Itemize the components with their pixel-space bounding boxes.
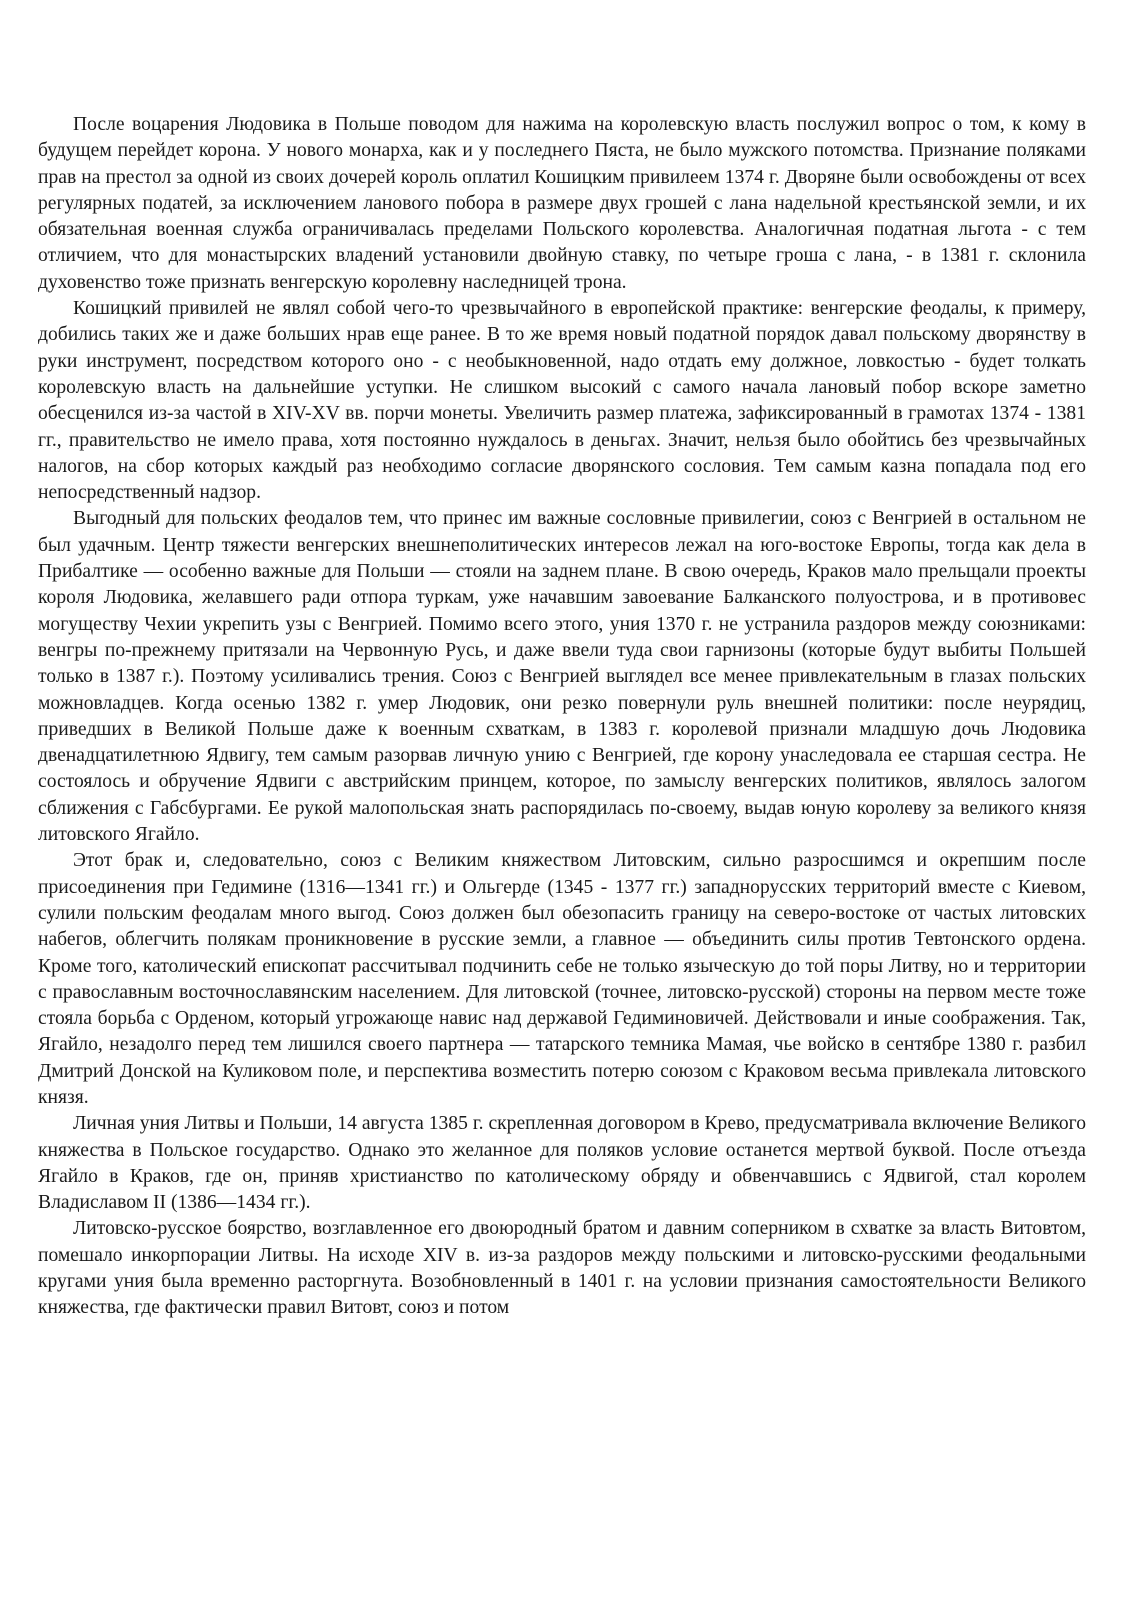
paragraph-4: Этот брак и, следовательно, союз с Великим княжеством Литовским, сильно разросшимся и окрепшим после присоединения при Гедимине (1316—1341 гг.) и Ольгерде (1345 - 1377 гг.) западнорусских территорий вместе с Киевом, сулили польским феодалам много выгод. Союз должен был обезопасить границу на северо-востоке от частых литовских набегов, облегчить полякам проникновение в русские земли, а главное — объединить силы против Тевтонского ордена. Кроме того, католический епископат рассчитывал подчинить себе не только языческую до той поры Литву, но и территории с православным восточнославянским населением. Для литовской (точнее, литовско-русской) стороны на первом месте тоже стояла борьба с Орденом, который угрожающе навис над державой Гедиминовичей. Действовали и иные соображения. Так, Ягайло, незадолго перед тем лишился своего партнера — татарского темника Мамая, чье войско в сентябре 1380 г. разбил Дмитрий Донской на Куликовом поле, и перспектива возместить потерю союзом с Краковом весьма привлекала литовского князя. [38, 850, 1086, 1108]
paragraph-6: Литовско-русское боярство, возглавленное его двоюродный братом и давним соперником в схватке за власть Витовтом, помешало инкорпорации Литвы. На исходе XIV в. из-за раздоров между польскими и литовско-русскими феодальными кругами уния была временно расторгнута. Возобновленный в 1401 г. на условии признания самостоятельности Великого княжества, где фактически правил Витовт, союз и потом [38, 1218, 1086, 1319]
paragraph-1: После воцарения Людовика в Польше поводом для нажима на королевскую власть послужил вопрос о том, к кому в будущем перейдет корона. У нового монарха, как и у последнего Пяста, не было мужского потомства. Признание поляками прав на престол за одной из своих дочерей король оплатил Кошицким привилеем 1374 г. Дворяне были освобождены от всех регулярных податей, за исключением ланового побора в размере двух грошей с лана надельной крестьянской земли, и их обязательная военная служба ограничивалась пределами Польского королевства. Аналогичная податная льгота - с тем отличием, что для монастырских владений установили двойную ставку, по четыре гроша с лана, - в 1381 г. склонила духовенство тоже признать венгерскую королевну наследницей трона. [38, 114, 1086, 293]
paragraph-5: Личная уния Литвы и Польши, 14 августа 1385 г. скрепленная договором в Крево, предусматривала включение Великого княжества в Польское государство. Однако это желанное для поляков условие останется мертвой буквой. После отъезда Ягайло в Краков, где он, приняв христианство по католическому обряду и обвенчавшись с Ядвигой, стал королем Владиславом II (1386—1434 гг.). [38, 1113, 1086, 1214]
paragraph-2: Кошицкий привилей не являл собой чего-то чрезвычайного в европейской практике: венгерские феодалы, к примеру, добились таких же и даже больших нрав еще ранее. В то же время новый податной порядок давал польскому дворянству в руки инструмент, посредством которого оно - с необыкновенной, надо отдать ему должное, ловкостью - будет толкать королевскую власть на дальнейшие уступки. Не слишком высокий с самого начала лановый побор вскоре заметно обесценился из-за частой в XIV-XV вв. порчи монеты. Увеличить размер платежа, зафиксированный в грамотах 1374 - 1381 гг., правительство не имело права, хотя постоянно нуждалось в деньгах. Значит, нельзя было обойтись без чрезвычайных налогов, на сбор которых каждый раз необходимо согласие дворянского сословия. Тем самым казна попадала под его непосредственный надзор. [38, 298, 1086, 504]
document-page [38, 112, 1086, 1322]
paragraph-3: Выгодный для польских феодалов тем, что принес им важные сословные привилегии, союз с Венгрией в остальном не был удачным. Центр тяжести венгерских внешнеполитических интересов лежал на юго-востоке Европы, тогда как дела в Прибалтике — особенно важные для Польши — стояли на заднем плане. В свою очередь, Краков мало прельщали проекты короля Людовика, желавшего ради отпора туркам, уже начавшим завоевание Балканского полуострова, и в противовес могуществу Чехии укрепить узы с Венгрией. Помимо всего этого, уния 1370 г. не устранила раздоров между союзниками: венгры по-прежнему притязали на Червонную Русь, и даже ввели туда свои гарнизоны (которые будут выбиты Польшей только в 1387 г.). Поэтому усиливались трения. Союз с Венгрией выглядел все менее привлекательным в глазах польских можновладцев. Когда осенью 1382 г. умер Людовик, они резко повернули руль внешней политики: после неурядиц, приведших в Великой Польше даже к военным схваткам, в 1383 г. королевой признали младшую дочь Людовика двенадцатилетнюю Ядвигу, тем самым разорвав личную унию с Венгрией, где корону унаследовала ее старшая сестра. Не состоялось и обручение Ядвиги с австрийским принцем, которое, по замыслу венгерских политиков, являлось залогом сближения с Габсбургами. Ее рукой малопольская знать распорядилась по-своему, выдав юную королеву за великого князя литовского Ягайло. [38, 508, 1086, 846]
